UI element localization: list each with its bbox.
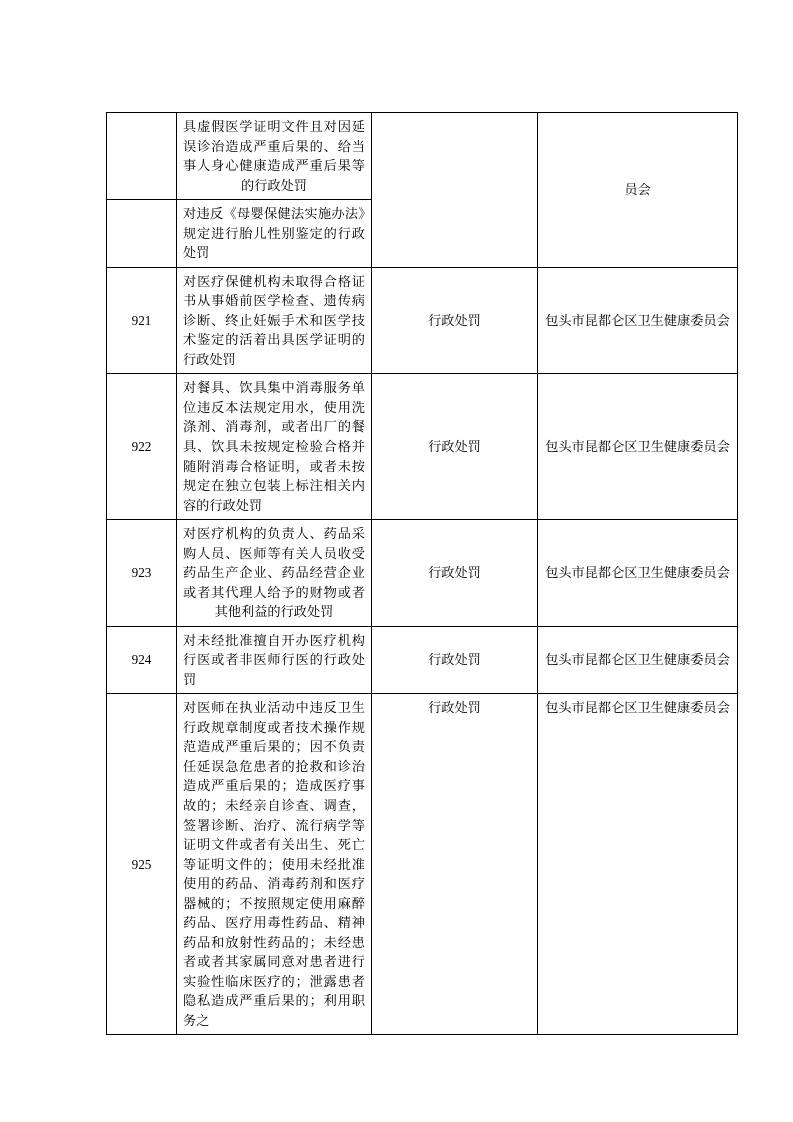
- row-item-name: 对医疗机构的负责人、药品采购人员、医师等有关人员收受药品生产企业、药品经营企业或者其代理人给予的财物或者其他利益的行政处罚: [177, 520, 372, 627]
- row-item-type: 行政处罚: [372, 694, 538, 1035]
- catalog-table: [106, 112, 738, 1035]
- table-row: [107, 374, 738, 520]
- row-authority: 包头市昆都仑区卫生健康委员会: [538, 374, 738, 520]
- row-item-name: 对餐具、饮具集中消毒服务单位违反本法规定用水，使用洗涤剂、消毒剂，或者出厂的餐具、饮具未按规定检验合格并随附消毒合格证明，或者未按规定在独立包装上标注相关内容的行政处罚: [177, 374, 372, 520]
- row-authority: 包头市昆都仑区卫生健康委员会: [538, 267, 738, 374]
- row-item-name: 对违反《母婴保健法实施办法》规定进行胎儿性别鉴定的行政处罚: [177, 200, 372, 268]
- row-authority: 包头市昆都仑区卫生健康委员会: [538, 520, 738, 627]
- row-item-type: 行政处罚: [372, 520, 538, 627]
- table-row: [107, 113, 738, 200]
- row-number: 921: [107, 267, 177, 374]
- row-item-name: 对医师在执业活动中违反卫生行政规章制度或者技术操作规范造成严重后果的；因不负责任延误急危患者的抢救和诊治造成严重后果的；造成医疗事故的；未经亲自诊查、调查，签署诊断、治疗、流行病学等证明文件或者有关出生、死亡等证明文件的；使用未经批准使用的药品、消毒药剂和医疗器械的；不按照规定使用麻醉药品、医疗用毒性药品、精神药品和放射性药品的；未经患者或者其家属同意对患者进行实验性临床医疗的；泄露患者隐私造成严重后果的；利用职务之: [177, 694, 372, 1035]
- row-authority: 员会: [538, 113, 738, 268]
- row-item-type: 行政处罚: [372, 626, 538, 694]
- row-item-name: 对未经批准擅自开办医疗机构行医或者非医师行医的行政处罚: [177, 626, 372, 694]
- row-number: [107, 200, 177, 268]
- table-row: [107, 267, 738, 374]
- row-number: 923: [107, 520, 177, 627]
- table-row: [107, 694, 738, 1035]
- row-number: [107, 113, 177, 200]
- row-item-type: 行政处罚: [372, 374, 538, 520]
- row-item-name: 具虚假医学证明文件且对因延误诊治造成严重后果的、给当事人身心健康造成严重后果等的行政处罚: [177, 113, 372, 200]
- table-row: [107, 626, 738, 694]
- row-item-type: [372, 113, 538, 268]
- row-number: 922: [107, 374, 177, 520]
- row-number: 925: [107, 694, 177, 1035]
- table-row: [107, 520, 738, 627]
- row-number: 924: [107, 626, 177, 694]
- row-item-name: 对医疗保健机构未取得合格证书从事婚前医学检查、遗传病诊断、终止妊娠手术和医学技术鉴定的活着出具医学证明的行政处罚: [177, 267, 372, 374]
- row-authority: 包头市昆都仑区卫生健康委员会: [538, 626, 738, 694]
- row-item-type: 行政处罚: [372, 267, 538, 374]
- row-authority: 包头市昆都仑区卫生健康委员会: [538, 694, 738, 1035]
